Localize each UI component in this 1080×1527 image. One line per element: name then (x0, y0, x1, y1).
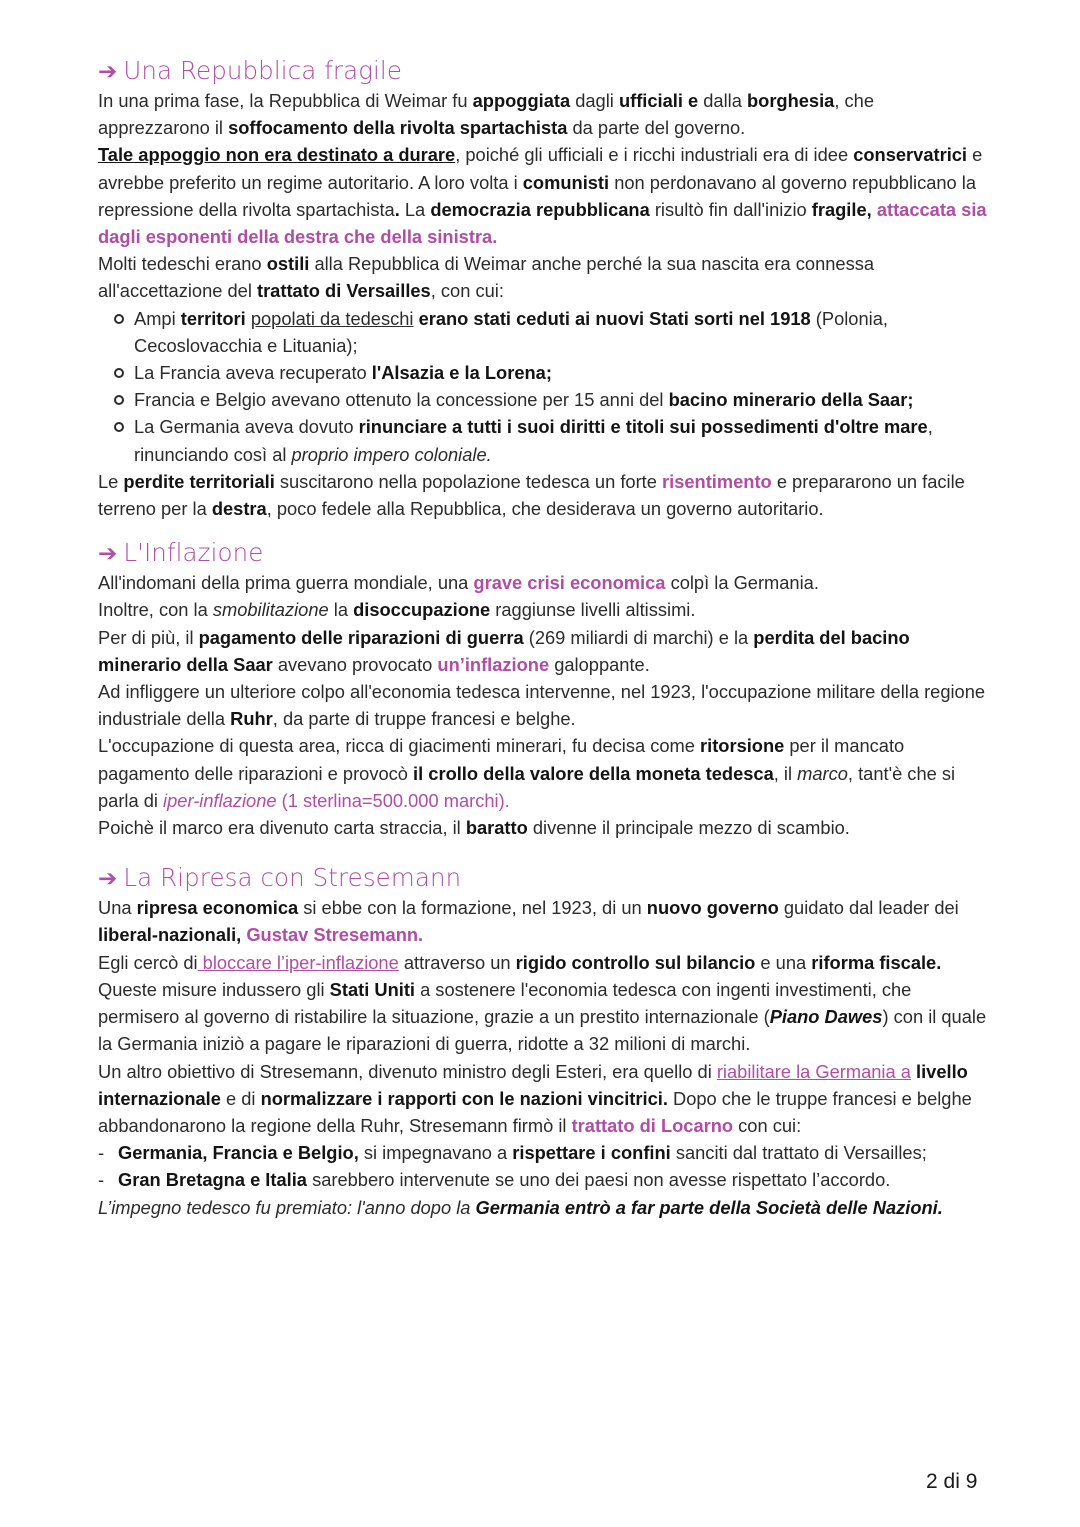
paragraph: Inoltre, con la smobilitazione la disoccupazione raggiunse livelli altissimi. (98, 599, 696, 621)
section-ripresa-stresemann (98, 863, 988, 1220)
section-title: ➔ L'Inflazione (98, 538, 264, 568)
list-item: La Francia aveva recuperato l'Alsazia e la Lorena; (134, 359, 988, 386)
document-page (98, 56, 988, 1237)
paragraph: In una prima fase, la Repubblica di Weimar fu appoggiata dagli ufficiali e dalla borghesia, che apprezzarono il soffocamento della rivolta spartachista da parte del governo. (98, 90, 874, 139)
paragraph: Poichè il marco era divenuto carta straccia, il baratto divenne il principale mezzo di scambio. (98, 817, 850, 839)
paragraph: Molti tedeschi erano ostili alla Repubblica di Weimar anche perché la sua nascita era connessa all'accettazione del trattato di Versailles, con cui: (98, 253, 875, 302)
paragraph: Una ripresa economica si ebbe con la formazione, nel 1923, di un nuovo governo guidato dal leader dei liberal-nazionali, Gustav Stresemann. (98, 897, 959, 946)
arrow-right-icon: ➔ (98, 59, 118, 85)
section-title: ➔ La Ripresa con Stresemann (98, 863, 462, 893)
paragraph: L’impegno tedesco fu premiato: l'anno dopo la Germania entrò a far parte della Società delle Nazioni. (98, 1196, 943, 1218)
paragraph: Un altro obiettivo di Stresemann, divenuto ministro degli Esteri, era quello di riabilitare la Germania a livello internazionale e di normalizzare i rapporti con le nazioni vincitrici. Dopo che le truppe francesi e belghe abbandonarono la regione della Ruhr, Stresemann firmò il trattato di Locarno con cui: (98, 1060, 972, 1136)
arrow-right-icon: ➔ (98, 866, 118, 893)
arrow-right-icon: ➔ (98, 541, 118, 568)
paragraph: Le perdite territoriali suscitarono nella popolazione tedesca un forte risentimento e prepararono un facile terreno per la destra, poco fedele alla Repubblica, che desiderava un governo autoritario. (98, 470, 965, 520)
paragraph: Per di più, il pagamento delle riparazioni di guerra (269 miliardi di marchi) e la perdita del bacino minerario della Saar avevano provocato un’inflazione galoppante. (98, 626, 910, 675)
section-repubblica-fragile (98, 56, 988, 522)
page-number: 2 di 9 (926, 1470, 978, 1493)
section-inflazione (98, 538, 988, 841)
dash-list (98, 1139, 988, 1193)
paragraph: Egli cercò di bloccare l’iper-inflazione attraverso un rigido controllo sul bilancio e una riforma fiscale. (98, 951, 942, 973)
list-item: Ampi territori popolati da tedeschi erano stati ceduti ai nuovi Stati sorti nel 1918 (Polonia, Cecoslovacchia e Lituania); (134, 305, 988, 359)
list-item: Francia e Belgio avevano ottenuto la concessione per 15 anni del bacino minerario della Saar; (134, 386, 988, 413)
paragraph: Queste misure indussero gli Stati Uniti a sostenere l'economia tedesca con ingenti investimenti, che permisero al governo di ristabilire la situazione, grazie a un prestito internazionale (Piano Dawes) con il quale la Germania iniziò a pagare le riparazioni di guerra, ridotte a 32 milioni di marchi. (98, 978, 987, 1055)
paragraph: L'occupazione di questa area, ricca di giacimenti minerari, fu decisa come ritorsione per il mancato pagamento delle riparazioni e provocò il crollo della valore della moneta tedesca, il marco, tant'è che si parla di iper-inflazione (1 sterlina=500.000 marchi). (98, 735, 956, 811)
list-item: - Germania, Francia e Belgio, si impegnavano a rispettare i confini sanciti dal trattato di Versailles; (118, 1139, 988, 1166)
paragraph: All'indomani della prima guerra mondiale, una grave crisi economica colpì la Germania. (98, 572, 819, 594)
paragraph: Tale appoggio non era destinato a durare, poiché gli ufficiali e i ricchi industriali era di idee conservatrici e avrebbe preferito un regime autoritario. A loro volta i comunisti non perdonavano al governo repubblicano la repressione della rivolta spartachista. La democrazia repubblicana risultò fin dall'inizio fragile, attaccata sia dagli esponenti della destra che della sinistra. (98, 144, 987, 248)
bullet-list (98, 305, 988, 468)
paragraph: Ad infliggere un ulteriore colpo all'economia tedesca intervenne, nel 1923, l'occupazione militare della regione industriale della Ruhr, da parte di truppe francesi e belghe. (98, 681, 986, 730)
section-title: ➔ Una Repubblica fragile (98, 56, 403, 85)
list-item: - Gran Bretagna e Italia sarebbero intervenute se uno dei paesi non avesse rispettato l’accordo. (118, 1166, 988, 1193)
list-item: La Germania aveva dovuto rinunciare a tutti i suoi diritti e titoli sui possedimenti d'oltre mare, rinunciando così al proprio impero coloniale. (134, 413, 988, 467)
